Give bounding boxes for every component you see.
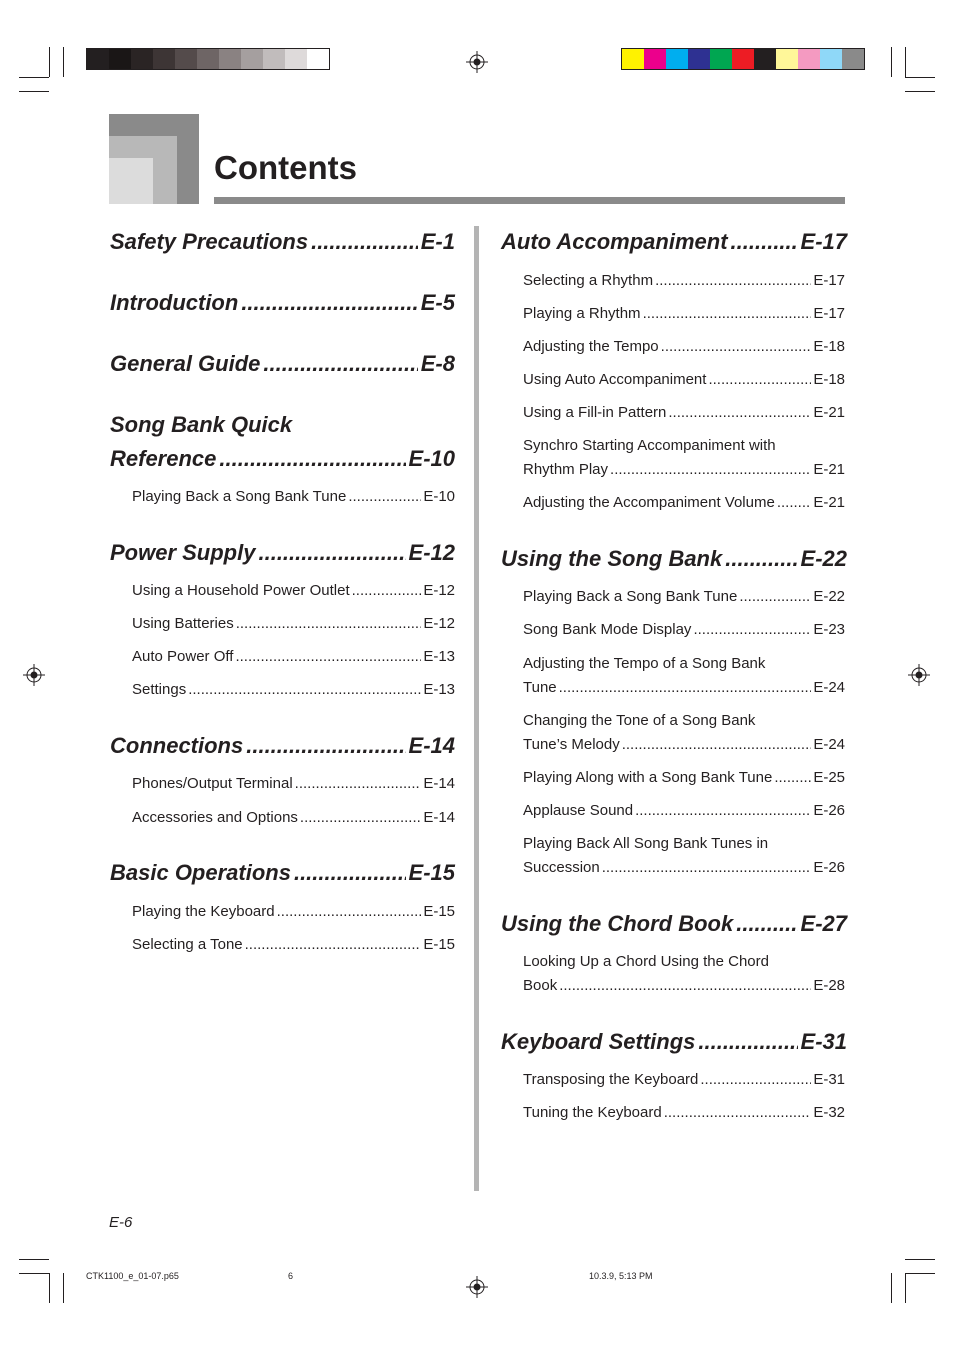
color-swatch [153, 49, 175, 69]
crop-mark [19, 1273, 49, 1274]
toc-page: E-8 [420, 351, 455, 376]
toc-item[interactable] [523, 337, 845, 357]
toc-item[interactable] [132, 487, 455, 507]
toc-section-power-supply[interactable] [110, 540, 455, 566]
registration-mark-icon [466, 1276, 488, 1298]
toc-label-line: Synchro Starting Accompaniment with [523, 437, 776, 454]
process-color-bar [621, 48, 865, 70]
toc-item[interactable] [523, 735, 845, 755]
toc-page: E-31 [800, 1029, 847, 1054]
toc-item[interactable] [523, 768, 845, 788]
toc-label: Playing Along with a Song Bank Tune [523, 769, 773, 786]
toc-label: Song Bank Mode Display [523, 621, 692, 638]
crop-mark [49, 1273, 50, 1303]
toc-page: E-17 [813, 305, 845, 322]
color-swatch [644, 49, 666, 69]
toc-label-line: Adjusting the Tempo of a Song Bank [523, 655, 766, 672]
toc-item[interactable] [523, 1103, 845, 1123]
crop-mark [19, 77, 49, 78]
toc-page: E-5 [420, 290, 455, 315]
color-swatch [798, 49, 820, 69]
toc-item[interactable] [523, 587, 845, 607]
toc-section-safety-precautions[interactable] [110, 229, 455, 255]
toc-label: Using Batteries [132, 615, 234, 632]
color-swatch [263, 49, 285, 69]
toc-item[interactable] [132, 774, 455, 794]
toc-page: E-18 [813, 371, 845, 388]
toc-item[interactable] [132, 808, 455, 828]
toc-page: E-17 [813, 272, 845, 289]
toc-title: Introduction [110, 290, 239, 315]
toc-item[interactable] [132, 902, 455, 922]
toc-label: Playing a Rhythm [523, 305, 641, 322]
crop-mark [905, 47, 906, 77]
toc-title: Keyboard Settings [501, 1029, 696, 1054]
color-swatch [820, 49, 842, 69]
toc-title: Power Supply [110, 540, 256, 565]
toc-label-line: Changing the Tone of a Song Bank [523, 712, 756, 729]
toc-page: E-24 [813, 736, 845, 753]
toc-page: E-14 [423, 775, 455, 792]
toc-section-general-guide[interactable] [110, 351, 455, 377]
crop-mark [905, 91, 935, 92]
toc-label: Transposing the Keyboard [523, 1071, 699, 1088]
color-swatch [622, 49, 644, 69]
title-rule [214, 197, 845, 204]
column-divider [474, 226, 479, 1191]
crop-mark [905, 1273, 906, 1303]
toc-item[interactable] [132, 581, 455, 601]
registration-mark-icon [23, 664, 45, 686]
crop-mark [63, 47, 64, 77]
toc-item[interactable] [523, 370, 845, 390]
toc-page: E-24 [813, 679, 845, 696]
toc-title: Safety Precautions [110, 229, 309, 254]
toc-title: Connections [110, 733, 244, 758]
toc-label: Auto Power Off [132, 648, 234, 665]
crop-mark [63, 1273, 64, 1303]
grayscale-color-bar [86, 48, 330, 70]
toc-page: E-21 [813, 494, 845, 511]
toc-page: E-1 [420, 229, 455, 254]
toc-page: E-32 [813, 1104, 845, 1121]
toc-item[interactable] [523, 493, 845, 513]
toc-page: E-12 [408, 540, 455, 565]
color-swatch [109, 49, 131, 69]
toc-page: E-22 [813, 588, 845, 605]
color-swatch [754, 49, 776, 69]
toc-item[interactable] [523, 620, 845, 640]
color-swatch [776, 49, 798, 69]
color-swatch [241, 49, 263, 69]
toc-item[interactable] [523, 976, 845, 996]
crop-mark [49, 47, 50, 77]
toc-label: Using Auto Accompaniment [523, 371, 707, 388]
toc-item[interactable] [132, 935, 455, 955]
registration-mark-icon [908, 664, 930, 686]
toc-section-connections[interactable] [110, 733, 455, 759]
toc-page: E-25 [813, 769, 845, 786]
toc-page: E-15 [408, 860, 455, 885]
crop-mark [905, 77, 935, 78]
toc-label: Settings [132, 681, 187, 698]
toc-item[interactable] [132, 614, 455, 634]
file-slug: CTK1100_e_01-07.p65 [86, 1271, 179, 1281]
print-timestamp: 10.3.9, 5:13 PM [589, 1271, 653, 1281]
toc-label: Using a Fill-in Pattern [523, 404, 667, 421]
sheet-number: 6 [288, 1271, 294, 1281]
page-number: E-6 [109, 1214, 133, 1231]
toc-page: E-28 [813, 977, 845, 994]
toc-page: E-10 [408, 446, 455, 471]
header-decoration [109, 114, 199, 204]
color-swatch [175, 49, 197, 69]
toc-label: Tune’s Melody [523, 736, 620, 753]
toc-title: Using the Chord Book [501, 911, 734, 936]
color-swatch [285, 49, 307, 69]
color-swatch [219, 49, 241, 69]
toc-label: Playing the Keyboard [132, 903, 275, 920]
color-swatch [307, 49, 329, 69]
toc-item[interactable] [132, 680, 455, 700]
toc-section-introduction[interactable] [110, 290, 455, 316]
toc-section-keyboard-settings[interactable] [501, 1029, 847, 1055]
toc-title: Using the Song Bank [501, 546, 723, 571]
toc-page: E-26 [813, 802, 845, 819]
toc-section-using-the-song-bank[interactable] [501, 546, 847, 572]
toc-page: E-26 [813, 859, 845, 876]
toc-page: E-31 [813, 1071, 845, 1088]
toc-section-song-bank-quick-reference[interactable] [110, 446, 455, 472]
color-swatch [131, 49, 153, 69]
toc-item[interactable] [523, 678, 845, 698]
toc-item[interactable] [523, 403, 845, 423]
toc-item[interactable] [523, 304, 845, 324]
toc-label: Book [523, 977, 558, 994]
toc-item[interactable] [523, 858, 845, 878]
crop-mark [19, 91, 49, 92]
toc-title: Basic Operations [110, 860, 291, 885]
toc-page: E-12 [423, 615, 455, 632]
toc-title: General Guide [110, 351, 261, 376]
toc-item[interactable] [132, 647, 455, 667]
toc-section-auto-accompaniment[interactable] [501, 229, 847, 255]
toc-section-basic-operations[interactable] [110, 860, 455, 886]
toc-label: Adjusting the Accompaniment Volume [523, 494, 775, 511]
toc-label: Applause Sound [523, 802, 634, 819]
toc-page: E-17 [800, 229, 847, 254]
toc-page: E-14 [408, 733, 455, 758]
toc-label: Succession [523, 859, 600, 876]
toc-label: Accessories and Options [132, 809, 298, 826]
registration-mark-icon [466, 51, 488, 73]
toc-label: Tune [523, 679, 557, 696]
color-swatch [666, 49, 688, 69]
toc-page: E-21 [813, 404, 845, 421]
toc-page: E-10 [423, 488, 455, 505]
toc-page: E-15 [423, 903, 455, 920]
toc-page: E-12 [423, 582, 455, 599]
toc-page: E-21 [813, 461, 845, 478]
crop-mark [891, 47, 892, 77]
toc-title: Auto Accompaniment [501, 229, 728, 254]
toc-item[interactable] [523, 801, 845, 821]
toc-label-line: Looking Up a Chord Using the Chord [523, 953, 769, 970]
crop-mark [905, 1259, 935, 1260]
color-swatch [842, 49, 864, 69]
toc-page: E-22 [800, 546, 847, 571]
toc-item[interactable] [523, 271, 845, 291]
page-title: Contents [214, 149, 357, 186]
crop-mark [19, 1259, 49, 1260]
toc-label: Selecting a Rhythm [523, 272, 654, 289]
toc-item[interactable] [523, 1070, 845, 1090]
toc-page: E-18 [813, 338, 845, 355]
toc-title: Reference [110, 446, 217, 471]
color-swatch [732, 49, 754, 69]
color-swatch [688, 49, 710, 69]
toc-label: Playing Back a Song Bank Tune [132, 488, 347, 505]
toc-title-line: Song Bank Quick [110, 412, 293, 437]
toc-label: Tuning the Keyboard [523, 1104, 662, 1121]
toc-page: E-15 [423, 936, 455, 953]
crop-mark [891, 1273, 892, 1303]
color-swatch [197, 49, 219, 69]
toc-label: Phones/Output Terminal [132, 775, 293, 792]
toc-item[interactable] [523, 460, 845, 480]
toc-label: Playing Back a Song Bank Tune [523, 588, 738, 605]
toc-label: Selecting a Tone [132, 936, 243, 953]
toc-page: E-27 [800, 911, 847, 936]
toc-label: Adjusting the Tempo [523, 338, 659, 355]
toc-label: Using a Household Power Outlet [132, 582, 350, 599]
crop-mark [905, 1273, 935, 1274]
color-swatch [87, 49, 109, 69]
toc-page: E-13 [423, 681, 455, 698]
toc-page: E-14 [423, 809, 455, 826]
toc-section-using-the-chord-book[interactable] [501, 911, 847, 937]
toc-page: E-13 [423, 648, 455, 665]
toc-label: Rhythm Play [523, 461, 609, 478]
toc-page: E-23 [813, 621, 845, 638]
color-swatch [710, 49, 732, 69]
toc-label-line: Playing Back All Song Bank Tunes in [523, 835, 769, 852]
